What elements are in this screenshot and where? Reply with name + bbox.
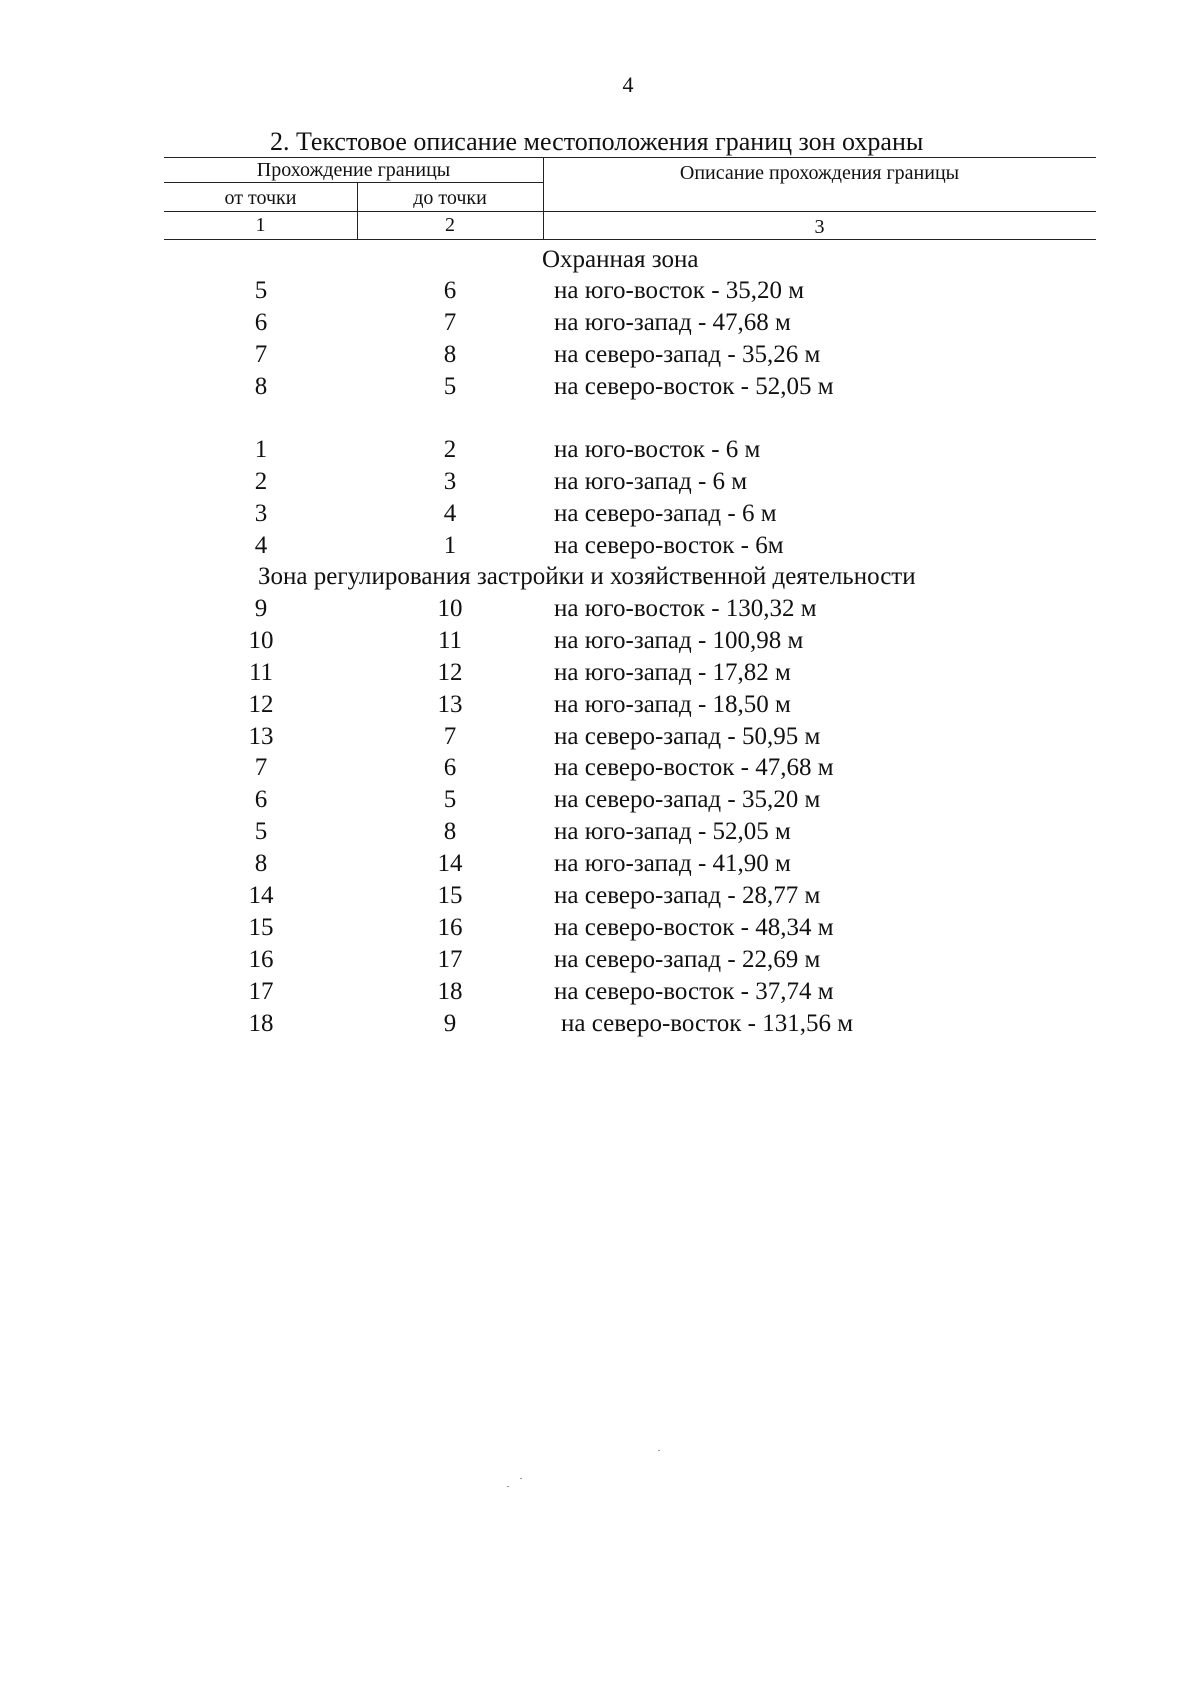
header-top-rule [164, 157, 1096, 158]
boundary-description: на северо-запад - 22,69 м [554, 945, 821, 973]
from-point: 3 [254, 500, 268, 528]
table-row [0, 689, 1200, 721]
table-row [0, 625, 1200, 657]
table-row [0, 1008, 1200, 1040]
header-group-rule [164, 182, 543, 183]
document-title: 2. Текстовое описание местоположения границ зон охраны [270, 127, 924, 156]
to-point: 18 [437, 977, 463, 1005]
boundary-description: на юго-запад - 17,82 м [554, 658, 791, 686]
header-description-label: Описание прохождения границы [679, 162, 960, 184]
table-row [0, 784, 1200, 816]
table-row [0, 912, 1200, 944]
boundary-description: на северо-восток - 48,34 м [554, 913, 834, 941]
to-point: 8 [443, 818, 457, 846]
from-point: 7 [254, 754, 268, 782]
from-point: 13 [248, 722, 274, 750]
boundary-description: на северо-восток - 6м [554, 532, 784, 560]
to-point: 16 [437, 913, 463, 941]
to-point: 4 [443, 500, 457, 528]
to-point: 3 [443, 468, 457, 496]
table-row [0, 721, 1200, 753]
from-point: 2 [254, 468, 268, 496]
boundary-description: на юго-запад - 18,50 м [554, 690, 791, 718]
to-point: 7 [443, 308, 457, 336]
table-row [0, 593, 1200, 625]
header-group-label: Прохождение границы [256, 159, 451, 181]
table-row [0, 275, 1200, 307]
group-spacer [0, 403, 1200, 435]
from-point: 12 [248, 690, 274, 718]
table-row [0, 848, 1200, 880]
section-title-development-zone: Зона регулирования застройки и хозяйственной деятельности [258, 563, 916, 590]
table-row [0, 944, 1200, 976]
to-point: 9 [443, 1009, 457, 1037]
table-row [0, 752, 1200, 784]
boundary-description: на юго-восток - 6 м [554, 436, 761, 464]
to-point: 1 [443, 532, 457, 560]
from-point: 18 [248, 1009, 274, 1037]
to-point: 11 [437, 626, 463, 654]
section-development-zone-rows [0, 593, 1200, 1039]
boundary-description: на северо-запад - 6 м [554, 500, 777, 528]
section-protected-zone-rows [0, 275, 1200, 562]
section-title-protected-zone: Охранная зона [542, 246, 699, 273]
table-row [0, 976, 1200, 1008]
to-point: 13 [437, 690, 463, 718]
scan-speck [520, 1478, 522, 1479]
from-point: 16 [248, 945, 274, 973]
from-point: 14 [248, 882, 274, 910]
from-point: 1 [254, 436, 268, 464]
to-point: 5 [443, 786, 457, 814]
header-subheader-rule [164, 211, 1096, 212]
boundary-description: на юго-запад - 100,98 м [554, 626, 804, 654]
boundary-description: на юго-запад - 6 м [554, 468, 748, 496]
from-point: 15 [248, 913, 274, 941]
from-point: 17 [248, 977, 274, 1005]
boundary-description: на северо-восток - 131,56 м [561, 1009, 854, 1037]
scan-speck [658, 1450, 660, 1451]
boundary-description: на северо-запад - 50,95 м [554, 722, 821, 750]
header-col-number-1: 1 [255, 214, 266, 236]
boundary-description: на юго-запад - 41,90 м [554, 850, 791, 878]
table-row [0, 657, 1200, 689]
table-row [0, 434, 1200, 466]
table-row [0, 816, 1200, 848]
table-row [0, 466, 1200, 498]
to-point: 15 [437, 882, 463, 910]
to-point: 6 [443, 754, 457, 782]
header-col-number-3: 3 [814, 216, 825, 238]
from-point: 5 [254, 818, 268, 846]
from-point: 10 [248, 626, 274, 654]
page-number: 4 [622, 72, 634, 97]
to-point: 17 [437, 945, 463, 973]
from-point: 6 [254, 786, 268, 814]
from-point: 7 [254, 340, 268, 368]
to-point: 12 [437, 658, 463, 686]
boundary-description: на северо-восток - 47,68 м [554, 754, 834, 782]
boundary-description: на юго-запад - 47,68 м [554, 308, 791, 336]
from-point: 4 [254, 532, 268, 560]
from-point: 8 [254, 372, 268, 400]
to-point: 7 [443, 722, 457, 750]
table-row [0, 498, 1200, 530]
header-to-label: до точки [413, 187, 487, 209]
table-row [0, 880, 1200, 912]
boundary-description: на северо-восток - 52,05 м [554, 372, 834, 400]
to-point: 10 [437, 595, 463, 622]
boundary-description: на северо-запад - 35,26 м [554, 340, 821, 368]
header-col-number-2: 2 [445, 214, 455, 236]
from-point: 5 [254, 277, 268, 304]
table-row [0, 371, 1200, 403]
from-point: 6 [254, 308, 268, 336]
table-row [0, 339, 1200, 371]
boundary-description: на северо-запад - 35,20 м [554, 786, 821, 814]
table-row [0, 530, 1200, 562]
boundary-description: на юго-восток - 35,20 м [554, 277, 805, 304]
boundary-description: на юго-запад - 52,05 м [554, 818, 791, 846]
table-row [0, 307, 1200, 339]
to-point: 6 [443, 277, 457, 304]
to-point: 5 [443, 372, 457, 400]
to-point: 8 [443, 340, 457, 368]
from-point: 8 [254, 850, 268, 878]
to-point: 14 [437, 850, 463, 878]
to-point: 2 [443, 436, 457, 464]
scan-speck [507, 1486, 509, 1487]
boundary-description: на юго-восток - 130,32 м [554, 595, 817, 622]
header-from-label: от точки [224, 187, 297, 209]
boundary-description: на северо-запад - 28,77 м [554, 882, 821, 910]
boundary-description: на северо-восток - 37,74 м [554, 977, 834, 1005]
header-bottom-rule [164, 239, 1096, 240]
from-point: 9 [254, 595, 268, 622]
from-point: 11 [248, 658, 274, 686]
